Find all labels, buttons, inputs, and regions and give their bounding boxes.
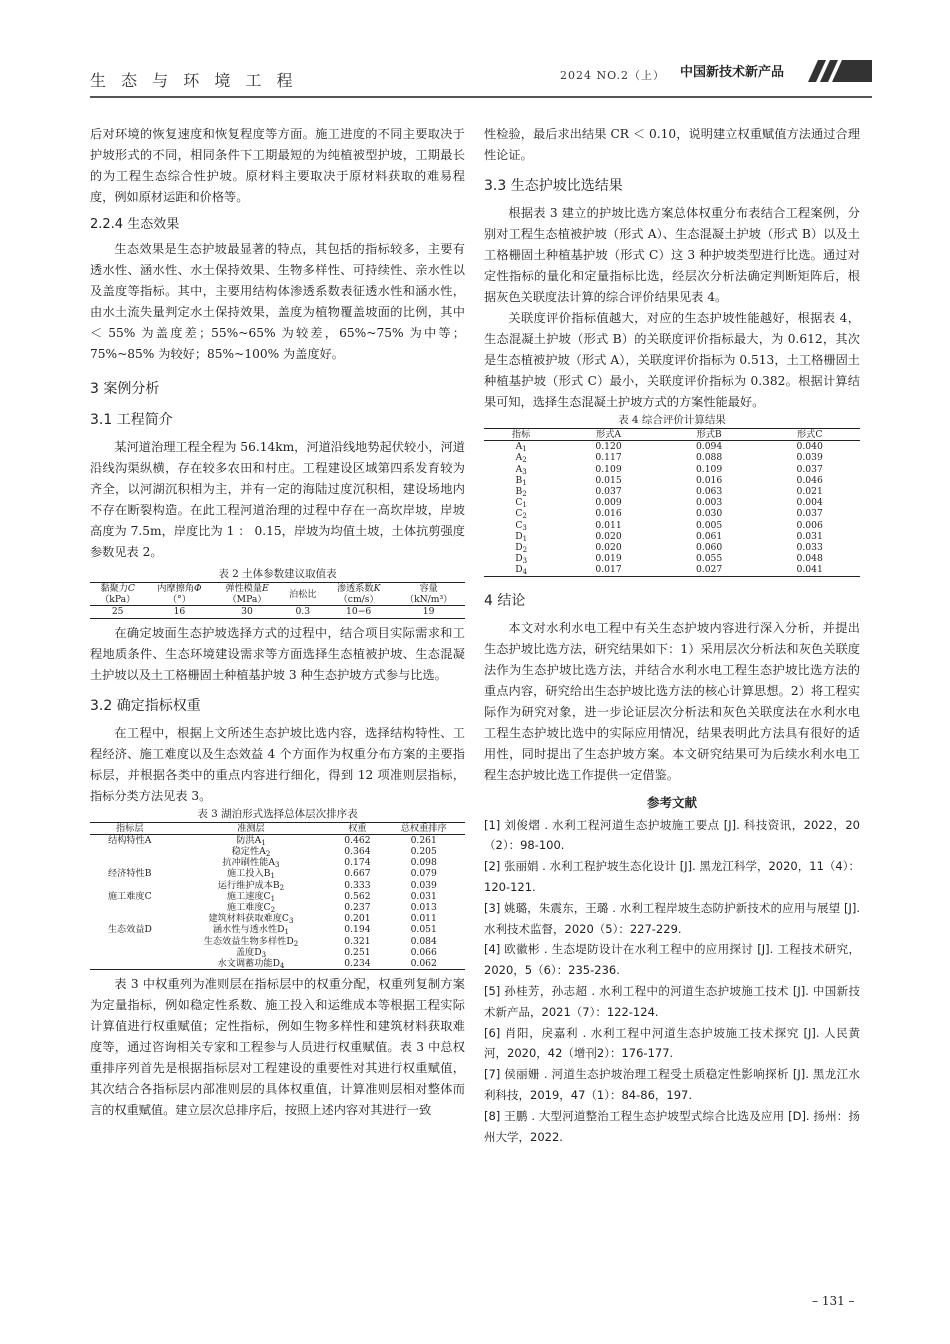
journal-name: 中国新技术新产品 bbox=[680, 65, 785, 80]
table-cell bbox=[484, 486, 558, 497]
table-cell: 0.033 bbox=[796, 542, 823, 554]
table-row bbox=[90, 902, 465, 913]
table-header-row bbox=[90, 583, 465, 606]
cell-subscript: 2 bbox=[279, 883, 285, 892]
table-cell: 0.040 bbox=[796, 441, 823, 453]
table-cell: 0.098 bbox=[410, 857, 437, 869]
cell-text: 施工投入B bbox=[226, 868, 271, 880]
table-cell bbox=[170, 902, 333, 913]
table-row bbox=[484, 475, 860, 486]
table-header: 准测层 bbox=[170, 822, 333, 834]
table-cell bbox=[90, 857, 170, 868]
reference-item: [6] 肖阳，戾嘉利 . 水利工程中河道生态护坡施工技术探究 [J]. 人民黄河，2020，42（增刊2）：176-177. bbox=[484, 1025, 860, 1061]
table-3-caption: 表 3 湖泊形式选择总体层次排序表 bbox=[197, 807, 358, 820]
table-row bbox=[90, 936, 465, 947]
paragraph: 本文对水利水电工程中有关生态护坡内容进行深入分析，并提出生态护坡比选方法，研究结果如下：1）采用层次分析法和灰色关联度法作为生态护坡比选方法，并结合水利水电工程生态护坡比选方法的重点内容，研究给出生态护坡比选方法的核心计算思想。2）将工程实际作为研究对象，进一步论证层次分析法和灰色关联度法在水利水电工程生态护坡比选中的实际应用情况，结果表明此方法具有很好的适用性，同时提出了生态护坡方案。本文研究结果可为后续水利水电工程生态护坡比选工作提供一定借鉴。 bbox=[484, 620, 860, 782]
journal-logo-icon bbox=[808, 60, 872, 82]
table-row bbox=[484, 464, 860, 475]
table-cell: 0.011 bbox=[410, 913, 437, 925]
table-cell: 0.030 bbox=[695, 508, 723, 520]
paragraph: 性检验，最后求出结果 CR ＜ 0.10，说明建立权重赋值方法通过合理性论证。 bbox=[484, 127, 860, 162]
cell-subscript: 1 bbox=[261, 838, 266, 847]
table-cell: 0.009 bbox=[595, 497, 622, 509]
table-cell: 0.261 bbox=[410, 834, 437, 846]
cell-subscript: 3 bbox=[522, 557, 528, 566]
table-row bbox=[484, 531, 860, 542]
cell-subscript: 1 bbox=[284, 928, 290, 937]
table-row bbox=[90, 606, 465, 618]
table-row bbox=[484, 497, 860, 508]
table-cell bbox=[170, 913, 333, 924]
cell-text: D bbox=[515, 564, 523, 576]
table-row bbox=[484, 441, 860, 453]
table-header: 弹性模量E （MPa） bbox=[214, 583, 281, 606]
table-row bbox=[484, 486, 860, 497]
table-cell bbox=[90, 880, 170, 891]
table-cell: 0.016 bbox=[695, 474, 723, 486]
table-header: 形式A bbox=[558, 429, 659, 441]
cell-subscript: 4 bbox=[279, 962, 285, 971]
table-3 bbox=[90, 822, 465, 971]
table-cell: 0.041 bbox=[796, 564, 823, 576]
table-cell: 0.017 bbox=[595, 564, 622, 576]
table-cell: 0.031 bbox=[796, 530, 823, 542]
cell-text: 稳定性A bbox=[231, 846, 266, 858]
paragraph: 关联度评价指标值越大，对应的生态护坡性能越好，根据表 4，生态混凝土护坡（形式 B）的关联度评价指标最大，为 0.612，其次是生态植被护坡（形式 A），关联度评价指标为 0.513，土工格栅固土种植基护坡（形式 C）最小，关联度评价指标为 0.382。根据计算结果可知，选择生态混凝土护坡方式的方案性能最好。 bbox=[484, 311, 860, 409]
table-header: 指标层 bbox=[90, 822, 170, 834]
heading-4: 4 结论 bbox=[484, 592, 526, 609]
table-cell: 0.109 bbox=[695, 463, 723, 475]
table-cell: 0.063 bbox=[695, 486, 723, 498]
table-cell bbox=[484, 497, 558, 508]
table-row bbox=[90, 958, 465, 970]
table-cell bbox=[90, 947, 170, 958]
table-cell bbox=[484, 464, 558, 475]
paragraph: 后对环境的恢复速度和恢复程度等方面。施工进度的不同主要取决于护坡形式的不同，相同条件下工期最短的为纯植被型护坡，工期最长的为工程生态综合性护坡。原材料主要取决于原材料获取的难易程度，例如原材运距和价格等。 bbox=[90, 127, 465, 204]
reference-item: [3] 姚璐，朱震东，王璐 . 水利工程岸坡生态防护新技术的应用与展望 [J]. 水利技术监督，2020（5）：227-229. bbox=[484, 900, 860, 936]
table-cell: 0.062 bbox=[410, 958, 437, 970]
table-cell bbox=[484, 553, 558, 564]
cell-subscript: 2 bbox=[270, 906, 276, 915]
reference-item: [4] 欧徽彬 . 生态堤防设计在水利工程中的应用探讨 [J]. 工程技术研究，2020，5（6）：235-236. bbox=[484, 942, 860, 978]
table-cell: 0.061 bbox=[695, 530, 723, 542]
table-cell bbox=[484, 452, 558, 463]
cell-subscript: 2 bbox=[265, 850, 271, 859]
cell-text: 防洪A bbox=[236, 834, 262, 846]
cell-text: 施工难度C bbox=[226, 902, 271, 914]
table-cell: 施工难度C bbox=[107, 890, 152, 902]
cell-subscript: 1 bbox=[270, 872, 275, 881]
cell-text: D bbox=[515, 553, 523, 565]
table-cell: 0.3 bbox=[295, 606, 311, 618]
heading-2-2-4: 2.2.4 生态效果 bbox=[90, 217, 180, 232]
cell-subscript: 1 bbox=[522, 501, 527, 510]
table-header-row bbox=[484, 429, 860, 441]
heading-3-2: 3.2 确定指标权重 bbox=[90, 697, 201, 714]
table-row bbox=[484, 520, 860, 531]
table-header: 泊松比 bbox=[281, 583, 326, 606]
cell-text: A bbox=[515, 452, 523, 464]
cell-text: A bbox=[515, 441, 523, 453]
cell-text: 水文调蓄功能D bbox=[217, 958, 280, 970]
table-cell bbox=[484, 520, 558, 531]
table-row bbox=[90, 868, 465, 879]
reference-item: [2] 张丽娟 . 水利工程护坡生态化设计 [J]. 黑龙江科学，2020，11（4）：120-121. bbox=[484, 859, 860, 895]
table-row bbox=[90, 846, 465, 857]
table-header: 内摩擦角Φ （°） bbox=[145, 583, 213, 606]
cell-text: 施工速度C bbox=[226, 890, 271, 902]
paragraph: 某河道治理工程全程为 56.14km，河道沿线地势起伏较小，河道沿线沟渠纵横，存在较多农田和村庄。工程建设区域第四系发育较为齐全，以河湖沉积相为主，并有一定的海陆过度沉积相，建设场地内不存在断裂构造。在此工程河道治理的过程中存在一高坎岸坡，岸坡高度为 7.5m，岸度比为 1 ： 0.15，岸坡为均值土坡，土体抗剪强度参数见表 2。 bbox=[90, 440, 465, 559]
cell-text: C bbox=[515, 519, 523, 531]
table-cell: 0.027 bbox=[695, 564, 723, 576]
cell-subscript: 4 bbox=[522, 568, 528, 577]
cell-subscript: 1 bbox=[270, 894, 276, 903]
table-cell: 10−6 bbox=[346, 606, 372, 618]
table-header: 黏聚力C （kPa） bbox=[90, 583, 145, 606]
table-cell: 0.015 bbox=[595, 474, 622, 486]
table-cell: 0.234 bbox=[344, 958, 371, 970]
cell-subscript: 1 bbox=[522, 445, 527, 454]
table-row bbox=[484, 508, 860, 519]
cell-text: D bbox=[515, 530, 523, 542]
table-row bbox=[90, 880, 465, 891]
table-cell: 0.051 bbox=[410, 924, 437, 936]
table-cell: 0.039 bbox=[410, 879, 437, 891]
table-2 bbox=[90, 582, 465, 619]
references-heading: 参考文献 bbox=[646, 794, 697, 810]
table-cell: 25 bbox=[111, 606, 124, 618]
table-cell: 0.055 bbox=[695, 553, 723, 565]
table-cell: 0.201 bbox=[344, 913, 371, 925]
table-cell: 0.011 bbox=[595, 519, 622, 531]
table-cell: 0.037 bbox=[796, 463, 823, 475]
references-list bbox=[484, 815, 860, 1148]
paragraph: 表 3 中权重列为准则层在指标层中的权重分配，权重列复制方案为定量指标，例如稳定性系数、施工投入和运维成本等根据工程实际计算值进行权重赋值；定性指标，例如生物多样性和建筑材料获取难度等，通过咨询相关专家和工程参与人员进行权重赋值。表 3 中总权重排序列首先是根据指标层对工程建设的重要性对其进行权重赋值，其次结合各指标层内部准则层的具体权重值，计算准则层相对整体而言的权重赋值。建立层次总排序后，按照上述内容对其进行一致 bbox=[90, 977, 465, 1118]
table-cell: 0.562 bbox=[344, 890, 371, 902]
table-4 bbox=[484, 428, 860, 577]
cell-subscript: 3 bbox=[522, 523, 527, 532]
table-cell: 0.003 bbox=[695, 497, 723, 509]
table-cell: 0.117 bbox=[595, 452, 622, 464]
cell-text: 生态效益生物多样性D bbox=[203, 935, 294, 947]
cell-text: A bbox=[515, 463, 523, 475]
cell-subscript: 2 bbox=[522, 490, 527, 499]
table-row bbox=[90, 857, 465, 868]
table-header: 总权重排序 bbox=[382, 822, 465, 834]
table-row bbox=[90, 924, 465, 935]
page-header bbox=[90, 58, 872, 100]
table-cell: 0.037 bbox=[796, 508, 823, 520]
table-cell: 0.079 bbox=[410, 868, 437, 880]
table-cell bbox=[484, 508, 558, 519]
table-cell: 0.088 bbox=[695, 452, 723, 464]
table-cell bbox=[90, 846, 170, 857]
table-row bbox=[484, 553, 860, 564]
cell-subscript: 3 bbox=[522, 467, 527, 476]
cell-text: 建筑材料获取难度C bbox=[208, 913, 289, 925]
cell-subscript: 3 bbox=[275, 861, 280, 870]
table-cell: 0.205 bbox=[410, 846, 437, 858]
table-cell: 0.019 bbox=[595, 553, 622, 565]
table-cell bbox=[170, 924, 333, 935]
table-cell: 0.364 bbox=[344, 846, 371, 858]
table-cell bbox=[170, 846, 333, 857]
table-cell: 0.006 bbox=[796, 519, 823, 531]
table-cell: 0.462 bbox=[344, 834, 371, 846]
table-cell: 0.020 bbox=[595, 542, 622, 554]
reference-item: [5] 孙桂芳，孙志超 . 水利工程中的河道生态护坡施工技术 [J]. 中国新技术新产品，2021（7）：122-124. bbox=[484, 984, 860, 1019]
journal-section: 生 态 与 环 境 工 程 bbox=[90, 71, 298, 90]
header-rule bbox=[90, 96, 872, 98]
table-cell: 0.120 bbox=[595, 441, 622, 453]
heading-3-3: 3.3 生态护坡比选结果 bbox=[484, 178, 623, 194]
table-cell: 0.020 bbox=[595, 530, 622, 542]
table-cell: 生态效益D bbox=[107, 924, 152, 936]
table-row bbox=[90, 834, 465, 846]
table-header: 形式B bbox=[659, 429, 760, 441]
table-row bbox=[90, 947, 465, 958]
cell-text: 盖度D bbox=[235, 946, 262, 958]
reference-item: [1] 刘俊熠 . 水利工程河道生态护坡施工要点 [J]. 科技资讯，2022，20（2）：98-100. bbox=[484, 817, 860, 853]
table-cell bbox=[90, 913, 170, 924]
table-4-caption: 表 4 综合评价计算结果 bbox=[618, 414, 726, 426]
table-cell: 19 bbox=[422, 606, 435, 618]
table-cell: 0.048 bbox=[796, 553, 823, 565]
page-number: – 131 – bbox=[812, 1294, 855, 1308]
table-cell bbox=[170, 834, 333, 846]
issue-label: 2024 NO.2（上） bbox=[560, 69, 665, 82]
table-cell bbox=[90, 958, 170, 970]
table-cell: 0.333 bbox=[344, 879, 371, 891]
table-header: 形式C bbox=[759, 429, 860, 441]
paragraph: 在工程中，根据上文所述生态护坡比选内容，选择结构特性、工程经济、施工难度以及生态效益 4 个方面作为权重分布方案的主要指标层，并根据各类中的重点内容进行细化，得到 12 项准则层指标，指标分类方法见表 3。 bbox=[90, 725, 465, 803]
cell-text: C bbox=[515, 508, 523, 520]
table-cell: 0.237 bbox=[344, 902, 371, 914]
table-header-row bbox=[90, 822, 465, 834]
table-cell bbox=[484, 531, 558, 542]
table-cell: 30 bbox=[241, 606, 253, 618]
cell-text: D bbox=[515, 542, 523, 554]
table-cell: 0.321 bbox=[344, 935, 371, 947]
table-cell: 0.109 bbox=[595, 463, 622, 475]
reference-item: [7] 侯丽姗 . 河道生态护坡治理工程受土质稳定性影响探析 [J]. 黑龙江水利科技，2019，47（1）：84-86，197. bbox=[484, 1067, 860, 1102]
right-column bbox=[484, 124, 860, 1147]
table-cell bbox=[484, 564, 558, 576]
table-cell bbox=[484, 475, 558, 486]
paragraph: 生态效果是生态护坡最显著的特点，其包括的指标较多，主要有透水性、涵水性、水土保持效果、生物多样性、可持续性、亲水性以及盖度等指标。其中，主要用结构体渗透系数表征透水性和涵水性，由水土流失量判定水土保持效果，盖度为植物覆盖坡面的比例，其中＜ 55% 为盖度差；55%~65% 为较差，65%~75% 为中等；75%~85% 为较好；85%~100% 为盖度好。 bbox=[90, 242, 465, 361]
table-cell: 0.005 bbox=[695, 519, 723, 531]
table-cell: 0.013 bbox=[410, 902, 437, 914]
cell-text: 涵水性与透水性D bbox=[212, 924, 285, 936]
cell-subscript: 3 bbox=[261, 950, 267, 959]
table-cell: 16 bbox=[173, 606, 186, 618]
table-cell: 0.031 bbox=[410, 890, 437, 902]
cell-subscript: 2 bbox=[293, 939, 299, 948]
table-cell: 0.016 bbox=[595, 508, 622, 520]
cell-text: 运行维护成本B bbox=[217, 879, 280, 891]
table-header: 渗透系数K （cm/s） bbox=[325, 583, 392, 606]
cell-subscript: 1 bbox=[522, 478, 527, 487]
cell-text: B bbox=[515, 474, 523, 486]
table-cell bbox=[170, 936, 333, 947]
table-cell: 结构特性A bbox=[108, 834, 152, 846]
table-cell: 0.004 bbox=[796, 497, 823, 509]
paragraph: 根据表 3 建立的护坡比选方案总体权重分布表结合工程案例，分别对工程生态植被护坡（形式 A）、生态混凝土护坡（形式 B）以及土工格栅固土种植基护坡（形式 C）这 3 种护坡类型进行比选。通过对定性指标的量化和定量指标比选，经层次分析法确定判断矩阵后，根据灰色关联度法计算的综合评价结果见表 4。 bbox=[484, 206, 860, 304]
table-cell bbox=[170, 880, 333, 891]
table-cell: 0.037 bbox=[595, 486, 622, 498]
table-cell: 0.174 bbox=[344, 857, 371, 869]
table-cell: 0.021 bbox=[796, 486, 823, 498]
left-column bbox=[90, 124, 465, 1121]
cell-subscript: 1 bbox=[522, 534, 528, 543]
table-2-caption: 表 2 土体参数建议取值表 bbox=[218, 568, 337, 580]
table-cell: 0.066 bbox=[410, 946, 437, 958]
cell-text: 抗冲刷性能A bbox=[222, 857, 275, 869]
table-cell: 0.060 bbox=[695, 542, 723, 554]
heading-3: 3 案例分析 bbox=[90, 381, 160, 397]
cell-subscript: 3 bbox=[288, 917, 294, 926]
cell-text: C bbox=[515, 497, 523, 509]
table-row bbox=[90, 913, 465, 924]
table-header: 指标 bbox=[484, 429, 558, 441]
table-cell bbox=[90, 936, 170, 947]
table-header: 权重 bbox=[332, 822, 382, 834]
table-cell: 经济特性B bbox=[108, 868, 152, 880]
table-cell bbox=[170, 958, 333, 970]
cell-subscript: 2 bbox=[522, 456, 527, 465]
table-row bbox=[484, 452, 860, 463]
table-cell: 0.094 bbox=[695, 441, 723, 453]
table-row bbox=[484, 542, 860, 553]
table-cell bbox=[170, 947, 333, 958]
table-header: 容量 （kN/m³） bbox=[392, 583, 465, 606]
cell-subscript: 2 bbox=[522, 546, 528, 555]
table-cell: 0.194 bbox=[344, 924, 371, 936]
reference-item: [8] 王鹏 . 大型河道整治工程生态护坡型式综合比选及应用 [D]. 扬州：扬州大学，2022. bbox=[484, 1108, 860, 1144]
table-cell bbox=[484, 542, 558, 553]
table-cell bbox=[484, 441, 558, 453]
table-cell bbox=[170, 868, 333, 879]
table-cell: 0.046 bbox=[796, 474, 823, 486]
heading-3-1: 3.1 工程简介 bbox=[90, 412, 173, 428]
paragraph: 在确定坡面生态护坡选择方式的过程中，结合项目实际需求和工程地质条件、生态环境建设需求等方面选择生态植被护坡、生态混凝土护坡以及土工格栅固土种植基护坡 3 种生态护坡方式参与比选。 bbox=[90, 625, 465, 682]
table-cell: 0.084 bbox=[410, 935, 437, 947]
table-row bbox=[484, 564, 860, 576]
cell-subscript: 2 bbox=[522, 512, 527, 521]
table-cell bbox=[170, 891, 333, 902]
table-cell: 0.251 bbox=[344, 946, 371, 958]
cell-text: B bbox=[515, 486, 523, 498]
table-cell bbox=[90, 902, 170, 913]
table-cell: 0.667 bbox=[344, 868, 371, 880]
table-cell bbox=[170, 857, 333, 868]
table-row bbox=[90, 891, 465, 902]
table-cell: 0.039 bbox=[796, 452, 823, 464]
